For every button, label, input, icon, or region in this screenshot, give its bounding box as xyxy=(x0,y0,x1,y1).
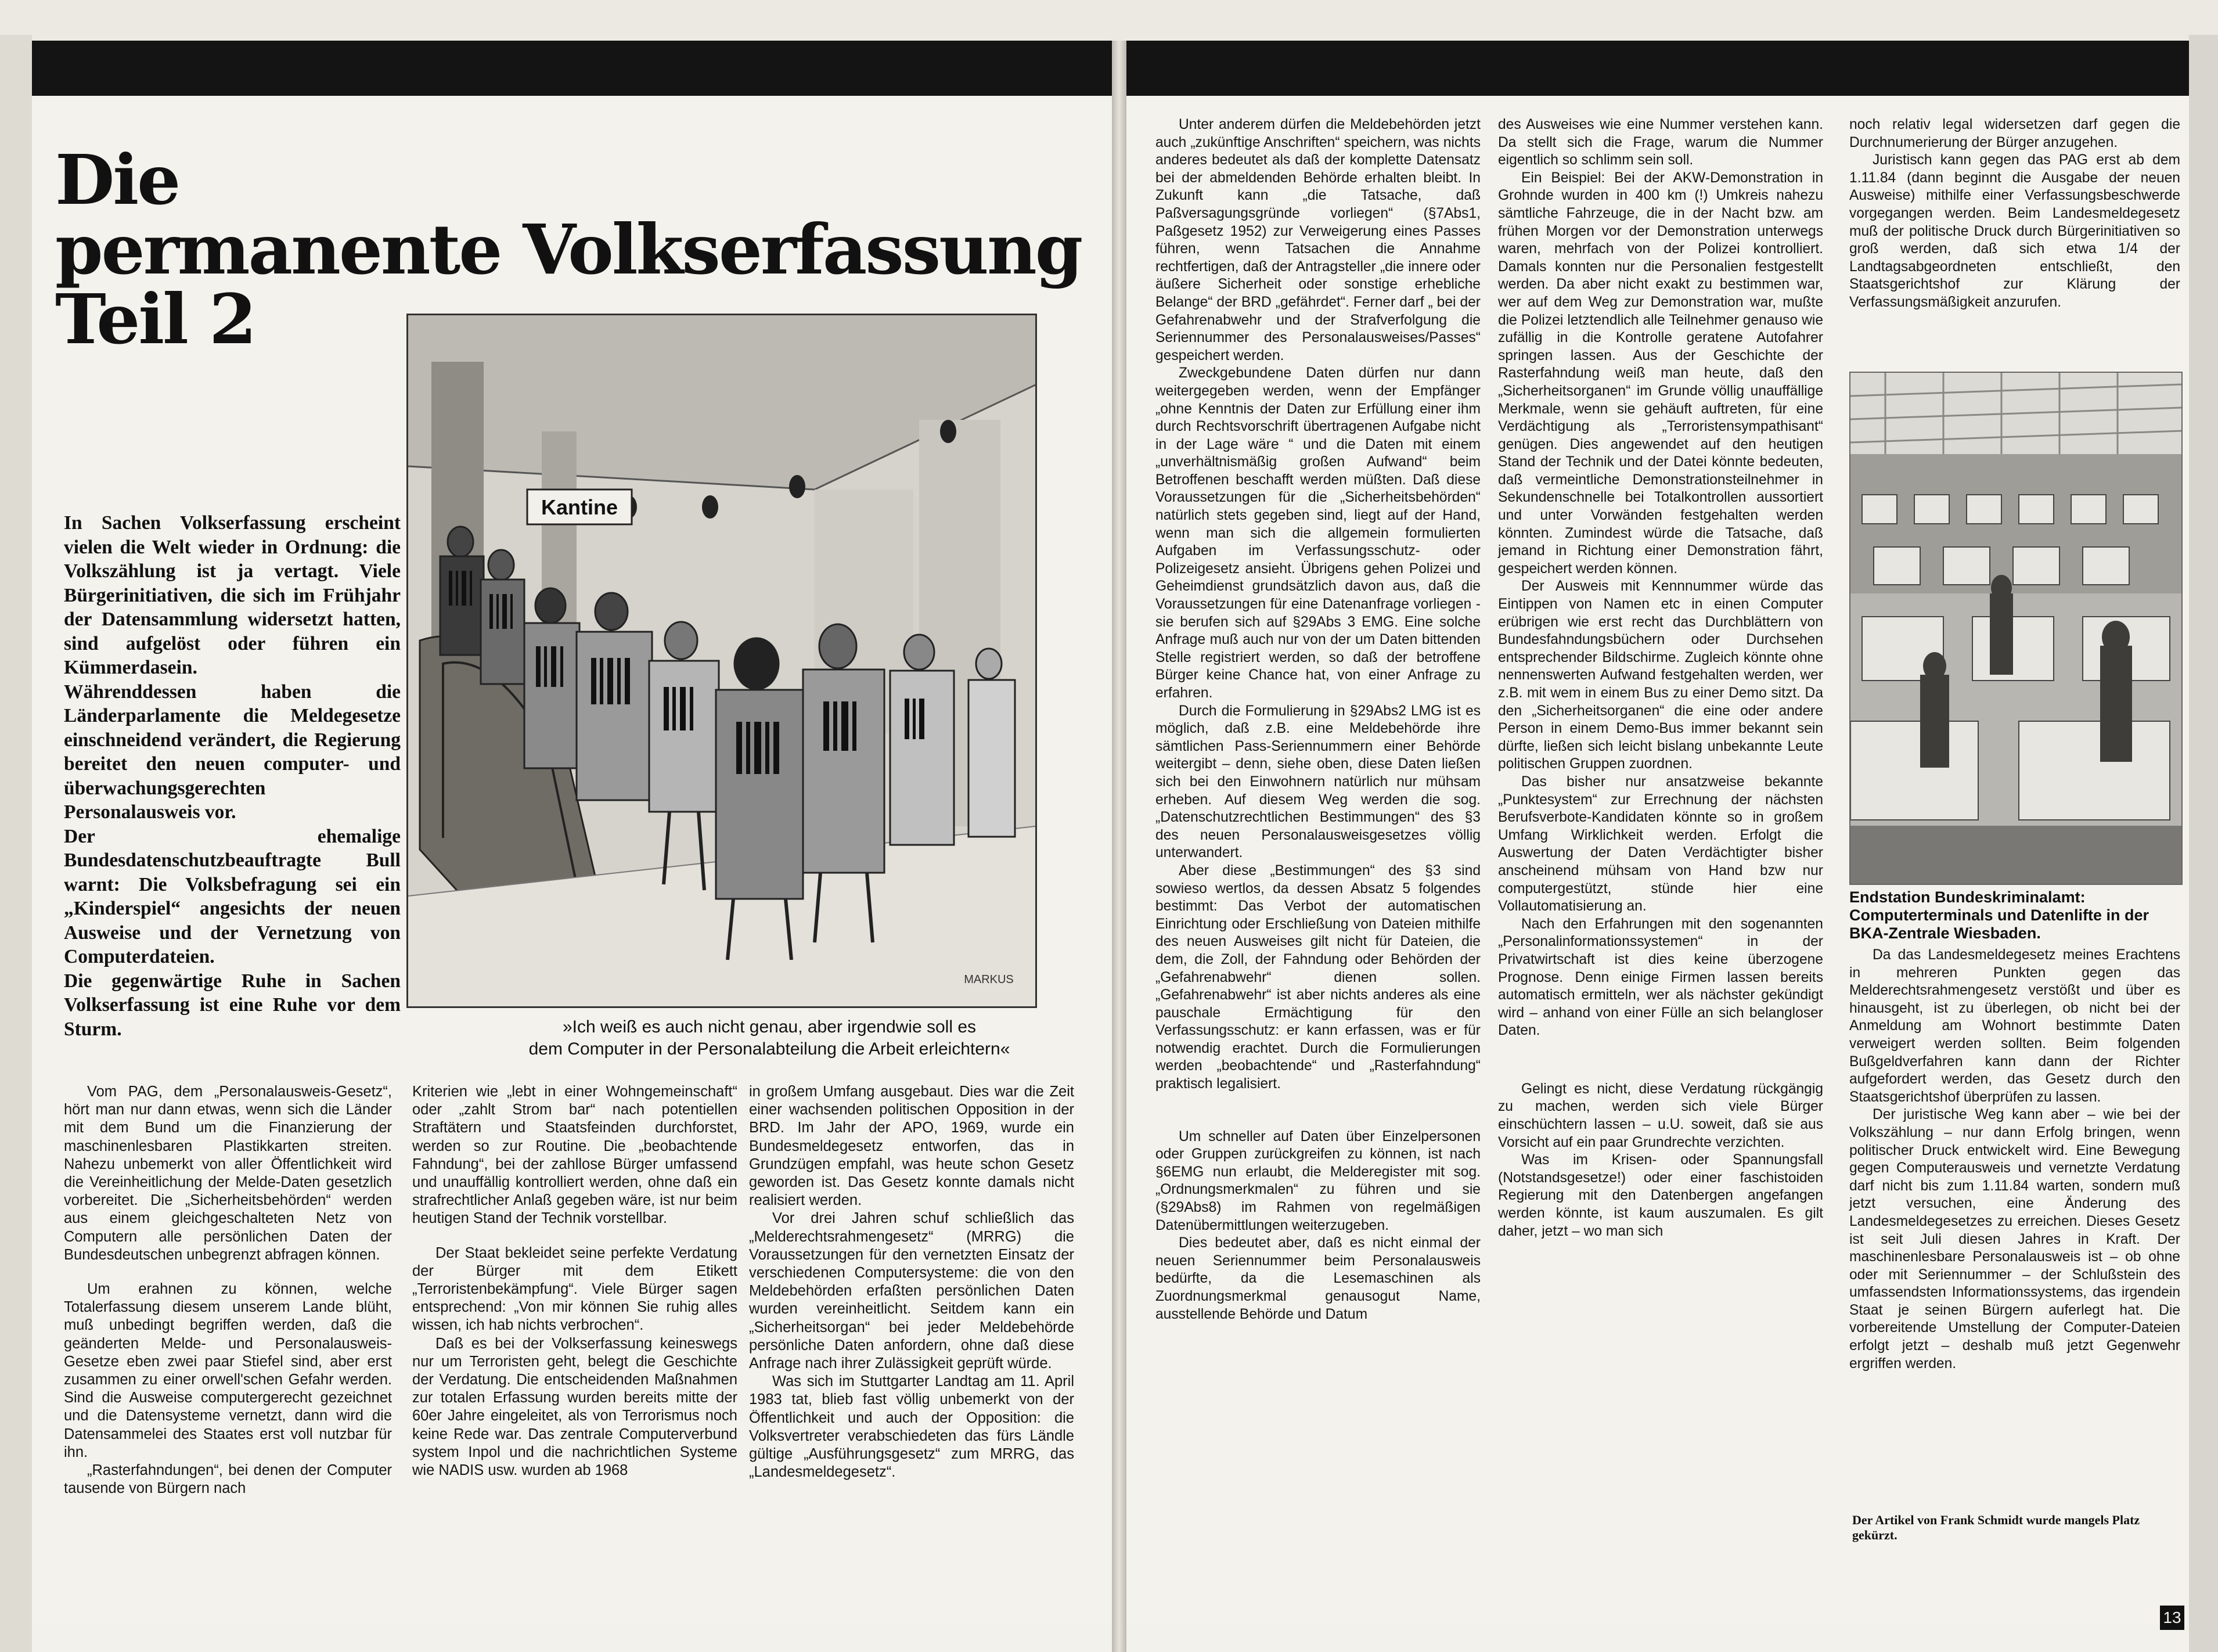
intro-paragraph: Die gegenwärtige Ruhe in Sachen Volkserfassung ist eine Ruhe vor dem Sturm. xyxy=(64,970,401,1040)
scan-right-edge xyxy=(2189,35,2218,1652)
left-column-1 xyxy=(64,1083,392,1498)
photo-caption: Endstation Bundeskriminalamt: Computerterminals und Datenlifte in der BKA-Zentrale Wiesbaden. xyxy=(1849,888,2149,942)
intro-paragraph: Der ehemalige Bundesdatenschutzbeauftragte Bull warnt: Die Volksbefragung sei ein „Kinderspiel“ angesichts der neuen Ausweise und der Vernetzung von Computerdateien. xyxy=(64,825,401,967)
right-column-3-top xyxy=(1849,116,2180,312)
body-paragraph: Unter anderem dürfen die Meldebehörden jetzt auch „zukünftige Anschriften“ speichern, was nichts anderes bedeutet als daß der komplette Datensatz bei der abmeldenden Behörde erhalten bleibt. In Zukunft kann „die Tatsache, daß Paßversagungsgründe vorliegen“ (§7Abs1, Paßgesetz 1952) zur Verweigerung eines Passes führen, wenn Tatsachen die Annahme rechtfertigen, daß der Antragsteller „die innere oder äußere Sicherheit oder sonstige erhebliche Belange“ der BRD „gefährdet“. Ferner darf „ bei der Gefahrenabwehr und der Strafverfolgung die Seriennummer des Personalausweises/Passes“ gespeichert werden. xyxy=(1155,117,1481,363)
page-number: 13 xyxy=(2160,1606,2184,1630)
header-band-right xyxy=(1126,41,2189,96)
cartoon-drawing xyxy=(408,315,1035,1006)
page-gutter xyxy=(1112,41,1126,1652)
caption-line-2: dem Computer in der Personalabteilung die Arbeit erleichtern« xyxy=(528,1039,1010,1059)
body-paragraph: Der Ausweis mit Kennnummer würde das Eintippen von Namen etc in einen Computer erübrigen wie erst recht das Durchblättern von Bundesfahndungsbüchern oder Durchsehen entsprechender Bildschirme. Zugleich könnte ohne nennenswerten Aufwand festgehalten werden, wer z.B. mit wem in einem Bus zu einer Demo sitzt. Da den „Sicherheitsorganen“ die eine oder andere Person in einem Demo-Bus immer bekannt sein dürfte, ließen sich leicht bislang unbekannte Leute politischen Gruppen zuordnen. xyxy=(1498,578,1823,772)
body-paragraph: Daß es bei der Volkserfassung keineswegs nur um Terroristen geht, belegt die Geschichte der Verdatung. Die entscheidenden Maßnahmen zur totalen Erfassung wurden bereits mitte der 60er Jahre eingeleitet, als von Terrorismus noch keine Rede war. Das zentrale Computerverbund system Inpol und die nachrichtlichen Systeme wie NADIS usw. wurden ab 1968 xyxy=(412,1335,737,1479)
body-paragraph: Da das Landesmeldegesetz meines Erachtens in mehreren Punkten gegen das Melderechtsrahmengesetz verstößt und über es hinausgeht, ist zu überlegen, ob nicht bei der Anmeldung am Wohnort bestimmte Daten verweigert werden sollten. Beim folgenden Bußgeldverfahren kann dann der Richter aufgefordert werden, das Gesetz durch den Staatsgerichtshof überprüfen zu lassen. xyxy=(1849,947,2180,1105)
intro-paragraph: In Sachen Volkserfassung erscheint vielen die Welt wieder in Ordnung: die Volkszählung ist ja vertagt. Viele Bürgerinitiativen, die sich im Frühjahr der Datensammlung widersetzt hatten, sind aufgelöst oder führen ein Kümmerdasein. xyxy=(64,512,401,678)
body-paragraph: Gelingt es nicht, diese Verdatung rückgängig zu machen, werden sich viele Bürger einschüchtern lassen – u.U. soweit, daß sie aus Vorsicht auf ein paar Grundrechte verzichten. xyxy=(1498,1081,1823,1150)
body-paragraph: in großem Umfang ausgebaut. Dies war die Zeit einer wachsenden politischen Opposition in der BRD. Im Jahr der APO, 1969, wurde ein Bundesmeldegesetz entworfen, das in Grundzügen empfahl, was heute schon Gesetz geworden ist. Das Gesetz konnte damals nicht realisiert werden. xyxy=(749,1084,1074,1209)
body-paragraph: Der Staat bekleidet seine perfekte Verdatung der Bürger mit dem Etikett „Terroristenbekämpfung“. Viele Bürger sagen entsprechend: „Von mir können Sie ruhig alles wissen, ich hab nichts verbrochen“. xyxy=(412,1244,737,1334)
left-column-2 xyxy=(412,1083,737,1480)
kantine-sign: Kantine xyxy=(541,495,618,519)
body-paragraph: Kriterien wie „lebt in einer Wohngemeinschaft“ oder „zahlt Strom bar“ nach potentiellen Straftätern und Staatsfeinden durchforstet, werden so zur Routine. Die „beobachtende Fahndung“, bei der zahllose Bürger umfassend und unauffällig kontrolliert werden, ohne daß ein strafrechtlicher Anlaß gegeben wäre, ist nur beim heutigen Stand der Technik vorstellbar. xyxy=(412,1084,737,1227)
body-paragraph: Durch die Formulierung in §29Abs2 LMG ist es möglich, daß z.B. eine Meldebehörde ihre sämtlichen Pass-Seriennummern einer Behörde weitergibt – denn, siehe oben, diese Daten ließen sich bei den Einwohnern natürlich nur mühsam erheben. Auf diesem Weg werden die sog. „Datenschutzrechtlichen Bestimmungen“ des §3 des neuen Personalausweisgesetzes völlig unterwandert. xyxy=(1155,703,1481,861)
title-line-3: Teil 2 xyxy=(55,279,255,359)
caption-line-1: »Ich weiß es auch nicht genau, aber irgendwie soll es xyxy=(562,1017,977,1036)
body-paragraph: Nach den Erfahrungen mit den sogenannten „Personalinformationssystemen“ in der Privatwirtschaft ist dies keine überzogene Prognose. Denn einige Firmen lassen bereits automatisch ermitteln, wer als nächster gekündigt wird – anhand von einer Fülle an sich belangloser Daten. xyxy=(1498,916,1823,1039)
header-band-left xyxy=(32,41,1112,96)
title-line-1: Die xyxy=(55,139,179,220)
body-paragraph: Der juristische Weg kann aber – wie bei der Volkszählung – nur dann Erfolg bringen, wenn politischer Druck entwickelt wird. Eine Bewegung gegen Computerausweis und vernetzte Verdatung darf nicht bis zum 1.11.84 warten, sondern muß jetzt versuchen, eine Änderung des Landesmeldegesetzes zu erreichen. Dieses Gesetz ist seit Juli diesen Jahres in Kraft. Der maschinenlesbare Personalausweis ist – ob ohne oder mit Seriennummer – der Schlußstein des umfassendsten Informationssystems, das irgendein Staat je seinen Bürgern auferlegt hat. Die vorbereitende Umstellung der Computer-Dateien erfolgt jetzt – deshalb muß jetzt Gegenwehr ergriffen werden. xyxy=(1849,1107,2180,1372)
cartoon-illustration xyxy=(406,314,1037,1008)
right-column-1 xyxy=(1155,116,1481,1323)
body-paragraph: Um erahnen zu können, welche Totalerfassung diesem unserem Lande blüht, muß unbedingt begriffen werden, daß die geänderten Melde- und Personalausweis-Gesetze eben zwei paar Stiefel sind, aber erst zusammen zu einer orwell'schen Gefahr werden. Sind die Ausweise computergerecht gezeichnet und die Datensysteme vernetzt, dann wird die Datensammelei des Staates erst voll nutzbar für ihn. xyxy=(64,1281,392,1460)
body-paragraph: Was sich im Stuttgarter Landtag am 11. April 1983 tat, blieb fast völlig unbemerkt von der Öffentlichkeit und auch der Opposition: die Volksvertreter verabschiedeten das fürs Ländle gültige „Ausführungsgesetz“ zum MRRG, das „Landesmeldegesetz“. xyxy=(749,1373,1074,1481)
intro-lead xyxy=(64,511,401,1041)
body-paragraph: Dies bedeutet aber, daß es nicht einmal der neuen Seriennummer beim Personalausweis bedürfte, da die Lesemaschinen als Zuordnungsmerkmal genausogut Name, ausstellende Behörde und Datum xyxy=(1155,1235,1481,1322)
body-paragraph: Vom PAG, dem „Personalausweis-Gesetz“, hört man nur dann etwas, wenn sich die Länder mit dem Bund um die Finanzierung der maschinenlesbaren Plastikkarten streiten. Nahezu unbemerkt von aller Öffentlichkeit wird die Vereinheitlichung der Melde-Daten gesetzlich vorbereitet. Die „Sicherheitsbehörden“ werden aus einem gleichgeschalteten Netz von Computern alle persönlichen Daten der Bundesdeutschen unbegrenzt abfragen können. xyxy=(64,1084,392,1263)
intro-paragraph: Währenddessen haben die Länderparlamente die Meldegesetze einschneidend verändert, die Regierung bereitet den neuen computer- und überwachungsgerechten Personalausweis vor. xyxy=(64,681,401,823)
body-paragraph: Zweckgebundene Daten dürfen nur dann weitergegeben werden, wenn der Empfänger „ohne Kenntnis der Daten zur Erfüllung einer ihm durch Rechtsvorschrift übertragenen Aufgabe nicht in der Lage wäre “ und die Daten mit einem „unverhältnismäßig großen Aufwand“ beim Betroffenen beschafft werden müßten. Daß diese Voraussetzungen für die „Sicherheitsbehörden“ natürlich stets gegeben sind, liegt auf der Hand, wenn man sich die allgemein formulierten Aufgaben im Verfassungsschutz- oder Polizeigesetz ansieht. Übrigens gehen Polizei und Geheimdienst grundsätzlich davon aus, daß die Voraussetzungen für eine Datenanfrage vorliegen - sie berufen sich auf §29Abs 3 EMG. Eine solche Anfrage muß auch nur von der um Daten bittenden Stelle registriert werden, so daß der betroffene Bürger keine Chance hat, von einer Anfrage zu erfahren. xyxy=(1155,365,1481,701)
body-paragraph: Aber diese „Bestimmungen“ des §3 sind sowieso wertlos, da dessen Absatz 5 folgendes bestimmt: Das Verbot der automatischen Einrichtung oder Erschließung von Dateien mithilfe des neuen Ausweises gilt nicht für Dateien, die dem, die Zoll, der Fahndung oder Behörden der „Gefahrenabwehr“ dienen sollen. „Gefahrenabwehr“ ist aber nichts anderes als eine pauschale Ermächtigung für den Verfassungsschutz: er kann erfassen, was er für notwendig erachtet. Durch die Formulierungen werden „beobachtende“ und „Rasterfahndung“ praktisch legalisiert. xyxy=(1155,862,1481,1092)
body-paragraph: Das bisher nur ansatzweise bekannte „Punktesystem“ zur Errechnung der nächsten Berufsverbote-Kandidaten könnte so in großem Umfang Wirklichkeit werden. Erfolgt die Auswertung der Daten Verdächtigter bisher anscheinend mühsam von Hand bzw nur computergestützt, stünde hier eine Vollautomatisierung an. xyxy=(1498,773,1823,915)
body-paragraph: Juristisch kann gegen das PAG erst ab dem 1.11.84 (dann beginnt die Ausgabe der neuen Ausweise) mithilfe einer Verfassungsbeschwerde vorgegangen werden. Beim Landesmeldegesetz muß der politische Druck durch Bürgerinitiativen so groß werden, daß sich etwa 1/4 der Landtagsabgeordneten entschließt, den Staatsgerichtshof zur Klärung der Verfassungsmäßigkeit anzurufen. xyxy=(1849,152,2180,310)
body-paragraph: Um schneller auf Daten über Einzelpersonen oder Gruppen zurückgreifen zu können, ist nach §6EMG nun erlaubt, die Melderegister mit sog. „Ordnungsmerkmalen“ zu führen und sie (§29Abs8) im Rahmen von regelmäßigen Datenübermittlungen weiterzugeben. xyxy=(1155,1128,1481,1233)
right-column-2 xyxy=(1498,116,1823,1240)
body-paragraph: Ein Beispiel: Bei der AKW-Demonstration in Grohnde wurden in 400 km (!) Umkreis nahezu sämtliche Fahrzeuge, die in der Nacht bzw. am frühen Morgen vor der Demonstration unterwegs waren, mehrfach von der Polizei kontrolliert. Damals konnten nur die Personalien festgestellt werden. Da aber nicht exakt zu bestimmen war, wer auf dem Weg zur Demonstration war, mußte die Polizei letztendlich alle Teilnehmer genauso wie zufällig in die Kontrolle geratene Autofahrer springen lassen. Aus der Geschichte der Rasterfahndung weiß man heute, daß den „Sicherheitsorganen“ im Grunde völlig unauffällige Merkmale, wenn sie gehäuft auftreten, für eine Verdächtigung als „Terroristensympathisant“ genügen. Dies angewendet auf den heutigen Stand der Technik und der Datei könnte bedeuten, daß vermeintliche Demonstrationsteilnehmer in Sekundenschnelle bei Totalkontrollen aussortiert und unter Vorwänden festgehalten werden könnten. Zumindest würde die Tatsache, daß jemand in Richtung einer Demonstration fährt, gespeichert werden können. xyxy=(1498,170,1823,577)
left-column-3 xyxy=(749,1083,1074,1481)
cartoon-signature: MARKUS xyxy=(964,973,1014,986)
bka-photo xyxy=(1849,372,2183,885)
scan-top-edge xyxy=(0,0,2218,41)
body-paragraph: „Rasterfahndungen“, bei denen der Computer tausende von Bürgern nach xyxy=(64,1462,392,1497)
scan-left-edge xyxy=(0,35,32,1652)
body-paragraph: Was im Krisen- oder Spannungsfall (Notstandsgesetze!) oder einer faschistoiden Regierung mit den Datenbergen angefangen werden könnte, ist kaum auszumalen. Es gilt daher, jetzt – wo man sich xyxy=(1498,1152,1823,1239)
body-paragraph: des Ausweises wie eine Nummer verstehen kann. Da stellt sich die Frage, warum die Nummer eigentlich so schlimm sein soll. xyxy=(1498,117,1823,168)
cartoon-caption xyxy=(508,1016,1031,1060)
body-paragraph: noch relativ legal widersetzen darf gegen die Durchnumerierung der Bürger anzugehen. xyxy=(1849,117,2180,150)
bka-photo-image xyxy=(1850,373,2181,884)
article-credit: Der Artikel von Frank Schmidt wurde mangels Platz gekürzt. xyxy=(1852,1513,2140,1542)
body-paragraph: Vor drei Jahren schuf schließlich das „Melderechtsrahmengesetz“ (MRRG) die Voraussetzungen für den vernetzten Einsatz der verschiedenen Computersysteme: die von den Meldebehörden erfaßten persönlichen Daten wurden vereinheitlicht. Seitdem kann ein „Sicherheitsorgan“ bei jeder Meldebehörde persönliche Daten anfordern, ohne daß diese Anfrage nach ihrer Zulässigkeit geprüft würde. xyxy=(749,1210,1074,1372)
right-column-3-bottom xyxy=(1849,946,2180,1373)
title-line-2: permanente Volkserfassung xyxy=(55,209,1082,290)
